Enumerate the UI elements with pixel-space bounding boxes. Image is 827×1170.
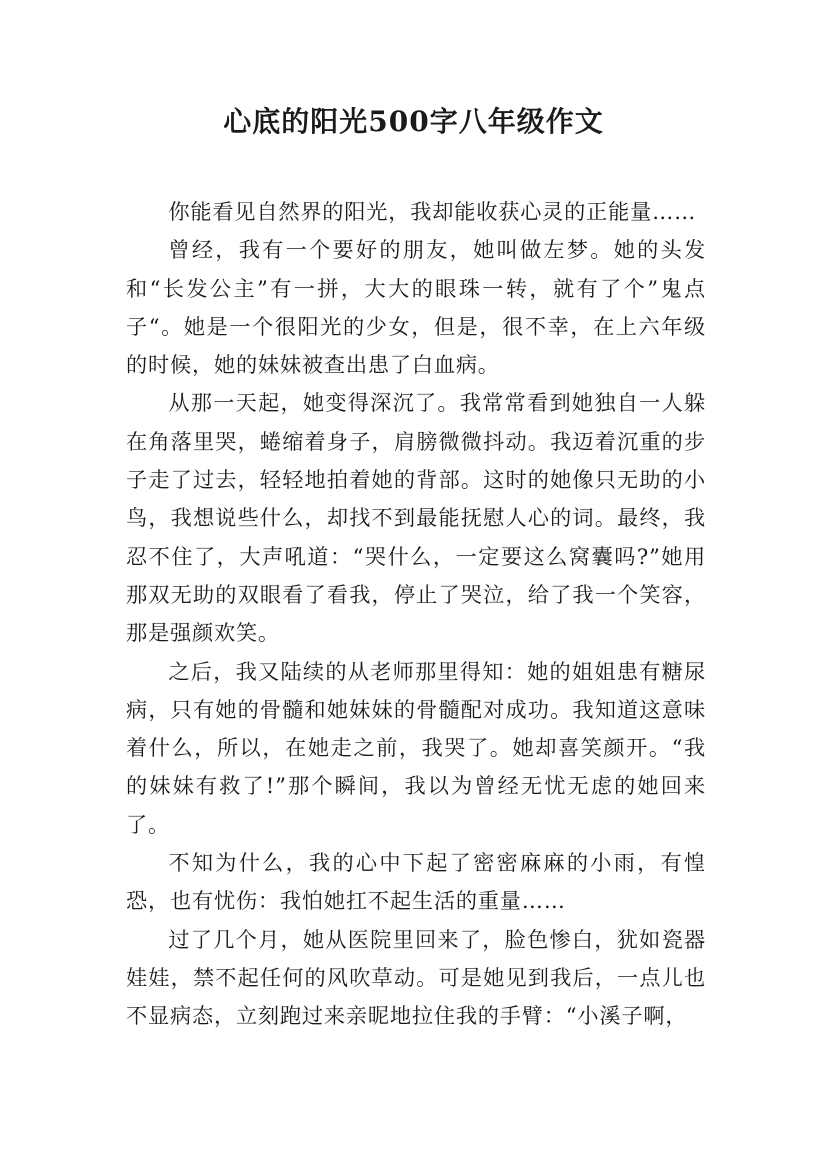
essay-body (126, 193, 706, 1036)
paragraph-6: 过了几个月，她从医院里回来了，脸色惨白，犹如瓷器娃娃，禁不起任何的风吹草动。可是她见到我后，一点儿也不显病态，立刻跑过来亲昵地拉住我的手臂：“小溪子啊， (126, 926, 706, 1029)
essay-title: 心底的阳光500字八年级作文 (223, 105, 604, 138)
paragraph-5: 不知为什么，我的心中下起了密密麻麻的小雨，有惶恐，也有忧伤：我怕她扛不起生活的重量…… (126, 850, 706, 914)
paragraph-2: 曾经，我有一个要好的朋友，她叫做左梦。她的头发和“长发公主”有一拼，大大的眼珠一转，就有了个”鬼点子“。她是一个很阳光的少女，但是，很不幸，在上六年级的时候，她的妹妹被查出患了白血病。 (126, 237, 706, 378)
paragraph-1: 你能看见自然界的阳光，我却能收获心灵的正能量…… (168, 199, 697, 224)
paragraph-4: 之后，我又陆续的从老师那里得知：她的姐姐患有糖尿病，只有她的骨髓和她妹妹的骨髓配对成功。我知道这意味着什么，所以，在她走之前，我哭了。她却喜笑颜开。“我的妹妹有救了!”那个瞬间，我以为曾经无忧无虑的她回来了。 (126, 658, 706, 837)
paragraph-3: 从那一天起，她变得深沉了。我常常看到她独自一人躲在角落里哭，蜷缩着身子，肩膀微微抖动。我迈着沉重的步子走了过去，轻轻地拍着她的背部。这时的她像只无助的小鸟，我想说些什么，却找不到最能抚慰人心的词。最终，我忍不住了，大声吼道：“哭什么，一定要这么窝囊吗?”她用那双无助的双眼看了看我，停止了哭泣，给了我一个笑容，那是强颜欢笑。 (126, 390, 706, 646)
